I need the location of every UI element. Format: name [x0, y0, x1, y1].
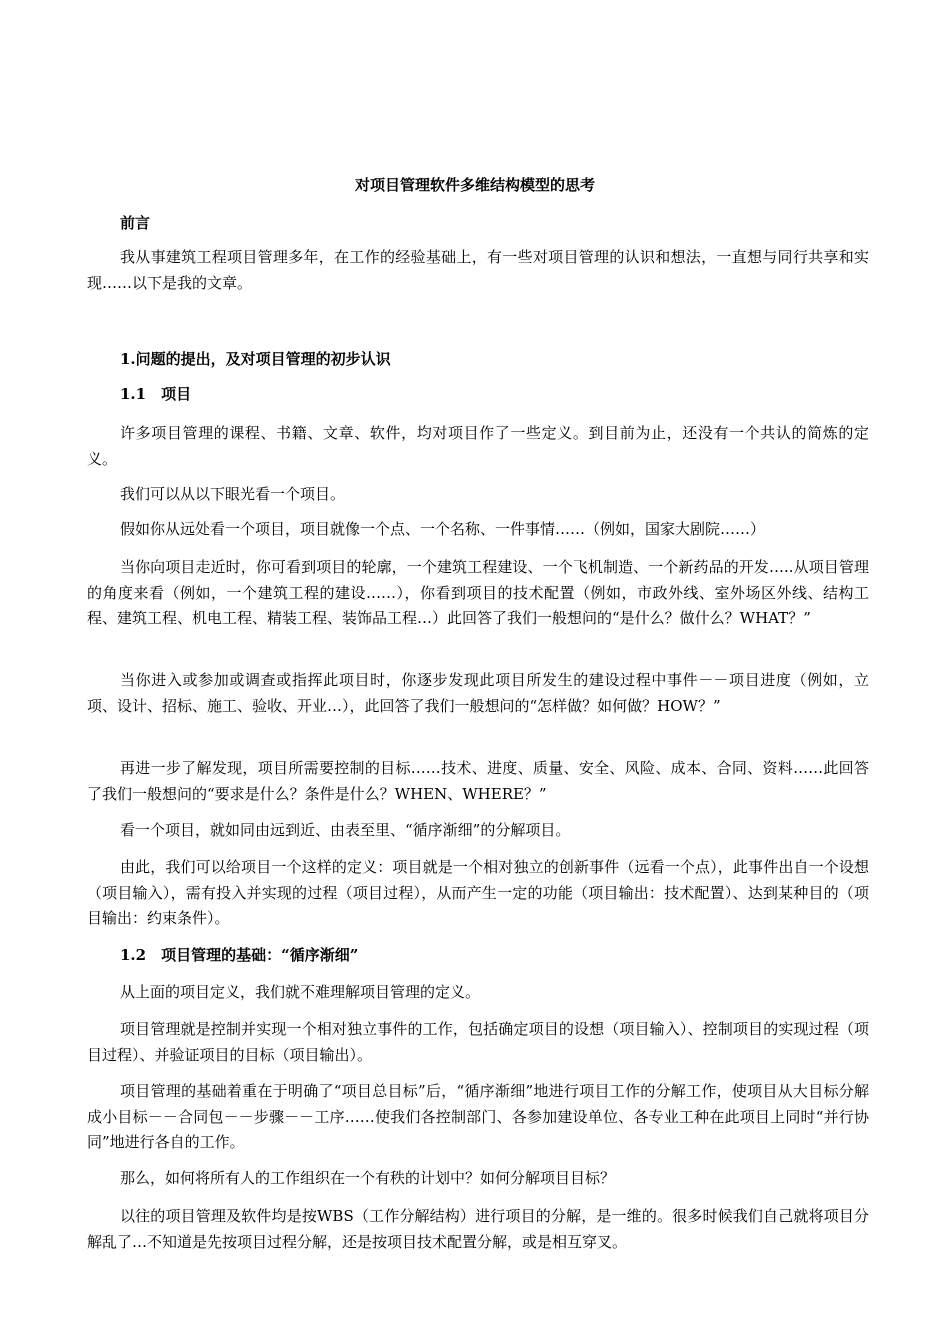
paragraph: 项目管理就是控制并实现一个相对独立事件的工作，包括确定项目的设想（项目输入）、控制项目的实现过程（项目过程）、并验证项目的目标（项目输出）。	[87, 1020, 869, 1064]
paragraph: 许多项目管理的课程、书籍、文章、软件，均对项目作了一些定义。到目前为止，还没有一个共认的简炼的定义。	[87, 424, 869, 468]
paragraph: 从上面的项目定义，我们就不难理解项目管理的定义。	[120, 983, 481, 1001]
paragraph: 项目管理的基础着重在于明确了“项目总目标”后，“循序渐细”地进行项目工作的分解工作，使项目从大目标分解成小目标－－合同包－－步骤－－工序……使我们各控制部门、各参加建设单位、各专业工种在此项目上同时“并行协同”地进行各自的工作。	[87, 1082, 869, 1151]
paragraph: 由此，我们可以给项目一个这样的定义：项目就是一个相对独立的创新事件（远看一个点），此事件出自一个设想（项目输入），需有投入并实现的过程（项目过程），从而产生一定的功能（项目输出：技术配置）、达到某种目的（项目输出：约束条件）。	[87, 858, 869, 927]
section-1-heading: 1.问题的提出，及对项目管理的初步认识	[120, 350, 391, 368]
paragraph: 当你向项目走近时，你可看到项目的轮廓，一个建筑工程建设、一个飞机制造、一个新药品的开发…..从项目管理的角度来看（例如，一个建筑工程的建设……），你看到项目的技术配置（例如，市政外线、室外场区外线、结构工程、建筑工程、机电工程、精装工程、装饰品工程…）此回答了我们一般想问的“是什么？做什么？WHAT？”	[87, 558, 869, 627]
paragraph: 再进一步了解发现，项目所需要控制的目标……技术、进度、质量、安全、风险、成本、合同、资料……此回答了我们一般想问的“要求是什么？条件是什么？WHEN、WHERE？”	[87, 759, 869, 803]
paragraph: 假如你从远处看一个项目，项目就像一个点、一个名称、一件事情……（例如，国家大剧院……）	[120, 520, 766, 538]
paragraph: 看一个项目，就如同由远到近、由表至里、“循序渐细”的分解项目。	[120, 821, 571, 839]
paragraph: 当你进入或参加或调查或指挥此项目时，你逐步发现此项目所发生的建设过程中事件－－项目进度（例如，立项、设计、招标、施工、验收、开业…），此回答了我们一般想问的“怎样做？如何做？HOW？”	[87, 671, 869, 715]
subsection-1-1-heading: 1.1 项目	[120, 385, 192, 403]
preface-heading: 前言	[120, 214, 151, 232]
paragraph: 那么，如何将所有人的工作组织在一个有秩的计划中？如何分解项目目标？	[120, 1169, 616, 1187]
document-title: 对项目管理软件多维结构模型的思考	[354, 176, 595, 194]
subsection-1-2-heading: 1.2 项目管理的基础：“循序渐细”	[120, 946, 359, 964]
paragraph: 以往的项目管理及软件均是按WBS（工作分解结构）进行项目的分解，是一维的。很多时候我们自己就将项目分解乱了…不知道是先按项目过程分解，还是按项目技术配置分解，或是相互穿叉。	[87, 1207, 869, 1251]
paragraph: 我们可以从以下眼光看一个项目。	[120, 485, 346, 503]
preface-paragraph: 我从事建筑工程项目管理多年，在工作的经验基础上，有一些对项目管理的认识和想法，一直想与同行共享和实现……以下是我的文章。	[87, 248, 869, 292]
